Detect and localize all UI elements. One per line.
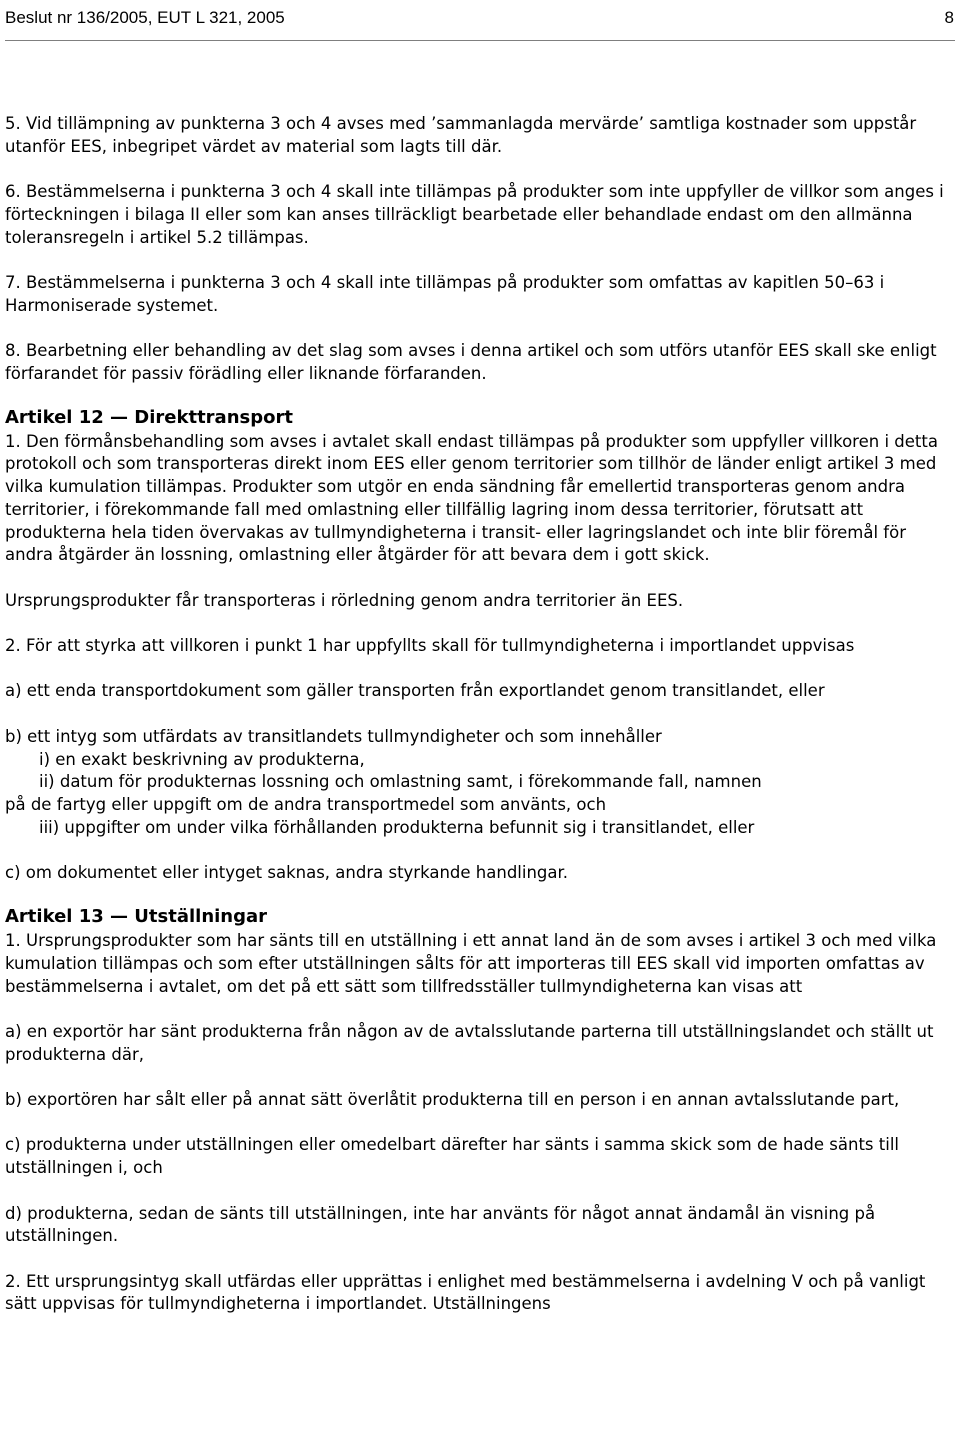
document-reference: Beslut nr 136/2005, EUT L 321, 2005: [5, 8, 285, 27]
article-12-pipeline-paragraph: Ursprungsprodukter får transporteras i rörledning genom andra territorier än EES.: [5, 590, 684, 610]
article-13-item-b: b) exportören har sålt eller på annat sätt överlåtit produkterna till en person i en annan avtalsslutande part,: [5, 1090, 900, 1110]
article-13-heading: Artikel 13 — Utställningar: [5, 906, 268, 928]
article-12-item-b-ii-continued: på de fartyg eller uppgift om de andra transportmedel som använts, och: [5, 794, 607, 814]
paragraph-5: 5. Vid tillämpning av punkterna 3 och 4 avses med ’sammanlagda mervärde’ samtliga kostnader som uppstår utanför EES, inbegripet värdet av material som lagts till där.: [5, 114, 917, 156]
paragraph-8: 8. Bearbetning eller behandling av det slag som avses i denna artikel och som utförs utanför EES skall ske enligt förfarandet för passiv förädling eller liknande förfaranden.: [5, 340, 937, 383]
paragraph-6: 6. Bestämmelserna i punkterna 3 och 4 skall inte tillämpas på produkter som inte uppfyller de villkor som anges i förteckningen i bilaga II eller som kan anses tillräckligt bearbetade eller behandlade endast om den allmänna toleransregeln i artikel 5.2 tillämpas.: [5, 182, 944, 247]
article-12-item-b-ii: ii) datum för produkternas lossning och omlastning samt, i förekommande fall, namnen: [39, 772, 762, 792]
article-12-item-a: a) ett enda transportdokument som gäller transporten från exportlandet genom transitlandet, eller: [5, 681, 825, 701]
document-body: [5, 113, 955, 1339]
article-12-item-c: c) om dokumentet eller intyget saknas, andra styrkande handlingar.: [5, 863, 569, 883]
article-12-item-b: b) ett intyg som utfärdats av transitlandets tullmyndigheter och som innehåller: [5, 726, 662, 746]
article-13-paragraph-1: 1. Ursprungsprodukter som har sänts till en utställning i ett annat land än de som avses i artikel 3 och med vilka kumulation tillämpas och som efter utställningen sålts för att importeras till EES skall vid importen omfattas av bestämmelserna i avtalet, om det på ett sätt som tillfredsställer tullmyndigheterna kan visas att: [5, 931, 937, 996]
article-12-item-b-block: [5, 726, 955, 840]
article-13-item-c: c) produkterna under utställningen eller omedelbart därefter har sänts i samma skick som de hade sänts till utställningen i, och: [5, 1135, 899, 1178]
page-header: [0, 0, 960, 36]
article-13-paragraph-2: 2. Ett ursprungsintyg skall utfärdas eller upprättas i enlighet med bestämmelserna i avdelning V och på vanligt sätt uppvisas för tullmyndigheterna i importlandet. Utställningens: [5, 1271, 926, 1314]
article-12-paragraph-1: 1. Den förmånsbehandling som avses i avtalet skall endast tillämpas på produkter som uppfyller villkoren i detta protokoll och som transporteras direkt inom EES eller genom territorier som tillhör de länder enligt artikel 3 med vilka kumulation tillämpas. Produkter som utgör en enda sändning får emellertid transporteras genom andra territorier, i förekommande fall med omlastning eller tillfällig lagring inom dessa territorier, förutsatt att produkterna hela tiden övervakas av tullmyndigheterna i transit- eller lagringslandet och inte blir föremål för andra åtgärder än lossning, omlastning eller åtgärder för att bevara dem i gott skick.: [5, 431, 938, 565]
article-13-item-a: a) en exportör har sänt produkterna från någon av de avtalsslutande parterna till utställningslandet och ställt ut produkterna där,: [5, 1021, 934, 1064]
page-number: 8: [944, 8, 954, 27]
article-13-item-d: d) produkterna, sedan de sänts till utställningen, inte har använts för något annat ändamål än visning på utställningen.: [5, 1203, 876, 1246]
paragraph-7: 7. Bestämmelserna i punkterna 3 och 4 skall inte tillämpas på produkter som omfattas av kapitlen 50–63 i Harmoniserade systemet.: [5, 272, 885, 315]
article-12-item-b-i: i) en exakt beskrivning av produkterna,: [39, 749, 365, 769]
article-12-paragraph-2: 2. För att styrka att villkoren i punkt 1 har uppfyllts skall för tullmyndigheterna i importlandet uppvisas: [5, 636, 855, 656]
article-12-item-b-iii: iii) uppgifter om under vilka förhållanden produkterna befunnit sig i transitlandet, eller: [39, 817, 755, 837]
article-12-heading: Artikel 12 — Direkttransport: [5, 407, 293, 429]
header-divider: [5, 40, 955, 41]
